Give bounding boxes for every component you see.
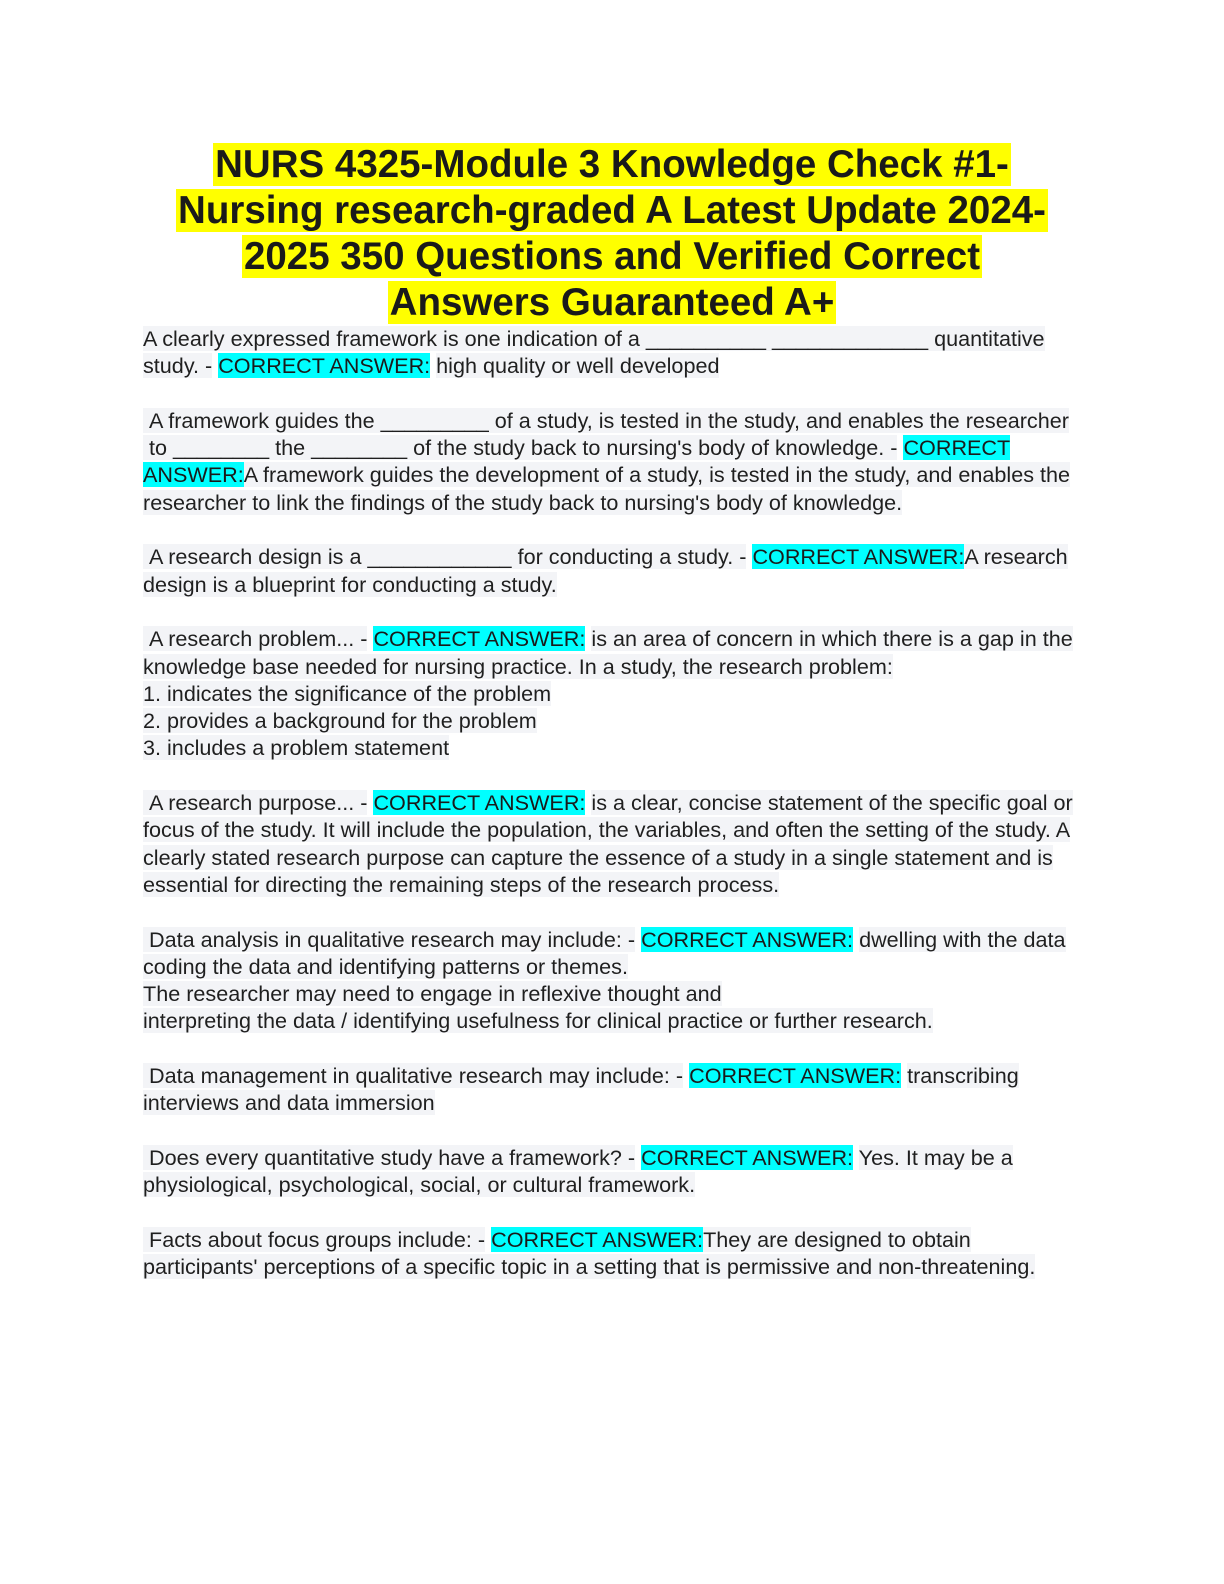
qa-item: [143, 325, 1073, 380]
answer-line: interpreting the data / identifying usefulness for clinical practice or further research.: [143, 1008, 933, 1034]
answer-text: A research design is a blueprint for conducting a study.: [143, 544, 1068, 597]
question-text: A research design is a ____________ for conducting a study. -: [143, 544, 746, 569]
qa-item: [143, 625, 1073, 761]
answer-text: Yes. It may be a physiological, psychological, social, or cultural framework.: [143, 1144, 1013, 1198]
answer-line: coding the data and identifying patterns or themes.: [143, 953, 628, 979]
answer-text: is a clear, concise statement of the specific goal or focus of the study. It will include the population, the variables, and often the setting of the study. A clearly stated research purpose can capture the essence of a study in a single statement and is essential for directing the remaining steps of the research process.: [143, 790, 1073, 897]
question-text: A clearly expressed framework is one indication of a __________ _____________ quantitative study. -: [143, 326, 1045, 379]
correct-answer-label: CORRECT ANSWER:: [641, 1144, 854, 1170]
question-text: Does every quantitative study have a framework? -: [143, 1145, 635, 1170]
question-text: A research purpose... -: [143, 790, 367, 815]
answer-line: 3. includes a problem statement: [143, 735, 450, 761]
correct-answer-label: CORRECT ANSWER:: [218, 353, 431, 379]
correct-answer-label: CORRECT ANSWER:: [143, 435, 1011, 488]
answer-text: They are designed to obtain participants' perceptions of a specific topic in a setting that is permissive and non-threatening.: [143, 1226, 1036, 1280]
qa-list: [143, 325, 1073, 1308]
correct-answer-label: CORRECT ANSWER:: [689, 1063, 902, 1089]
correct-answer-label: CORRECT ANSWER:: [752, 544, 965, 570]
answer-text: is an area of concern in which there is a gap in the knowledge base needed for nursing practice. In a study, the research problem:: [143, 626, 1073, 679]
title-line-4: Answers Guaranteed A+: [389, 281, 835, 324]
qa-item: [143, 407, 1073, 516]
qa-item: [143, 789, 1073, 898]
document-title: [140, 142, 1084, 326]
question-text: Data management in qualitative research may include: -: [143, 1063, 683, 1088]
qa-item: [143, 1062, 1073, 1117]
title-line-1: NURS 4325-Module 3 Knowledge Check #1-: [215, 143, 1009, 186]
question-text: A framework guides the _________ of a study, is tested in the study, and enables the researcher to ________ the ________ of the study back to nursing's body of knowledge. -: [143, 408, 1069, 460]
correct-answer-label: CORRECT ANSWER:: [641, 926, 854, 952]
answer-text: A framework guides the development of a study, is tested in the study, and enables the researcher to link the findings of the study back to nursing's body of knowledge.: [143, 462, 1071, 515]
question-text: Facts about focus groups include: -: [143, 1227, 485, 1252]
question-text: Data analysis in qualitative research may include: -: [143, 927, 635, 952]
answer-text: dwelling with the data: [859, 926, 1066, 952]
correct-answer-label: CORRECT ANSWER:: [373, 626, 586, 652]
title-line-3: 2025 350 Questions and Verified Correct: [243, 235, 981, 278]
qa-item: [143, 543, 1073, 598]
qa-item: [143, 1226, 1073, 1281]
question-text: A research problem... -: [143, 626, 367, 651]
qa-item: [143, 1144, 1073, 1199]
qa-item: [143, 926, 1073, 1035]
answer-line: 2. provides a background for the problem: [143, 708, 537, 734]
answer-line: 1. indicates the significance of the problem: [143, 680, 552, 706]
correct-answer-label: CORRECT ANSWER:: [373, 790, 586, 816]
answer-text: transcribing interviews and data immersion: [143, 1063, 1019, 1116]
answer-text: high quality or well developed: [436, 353, 720, 379]
title-line-2: Nursing research-graded A Latest Update 2024-: [178, 189, 1046, 232]
correct-answer-label: CORRECT ANSWER:: [491, 1226, 704, 1252]
answer-line: The researcher may need to engage in reflexive thought and: [143, 981, 722, 1007]
